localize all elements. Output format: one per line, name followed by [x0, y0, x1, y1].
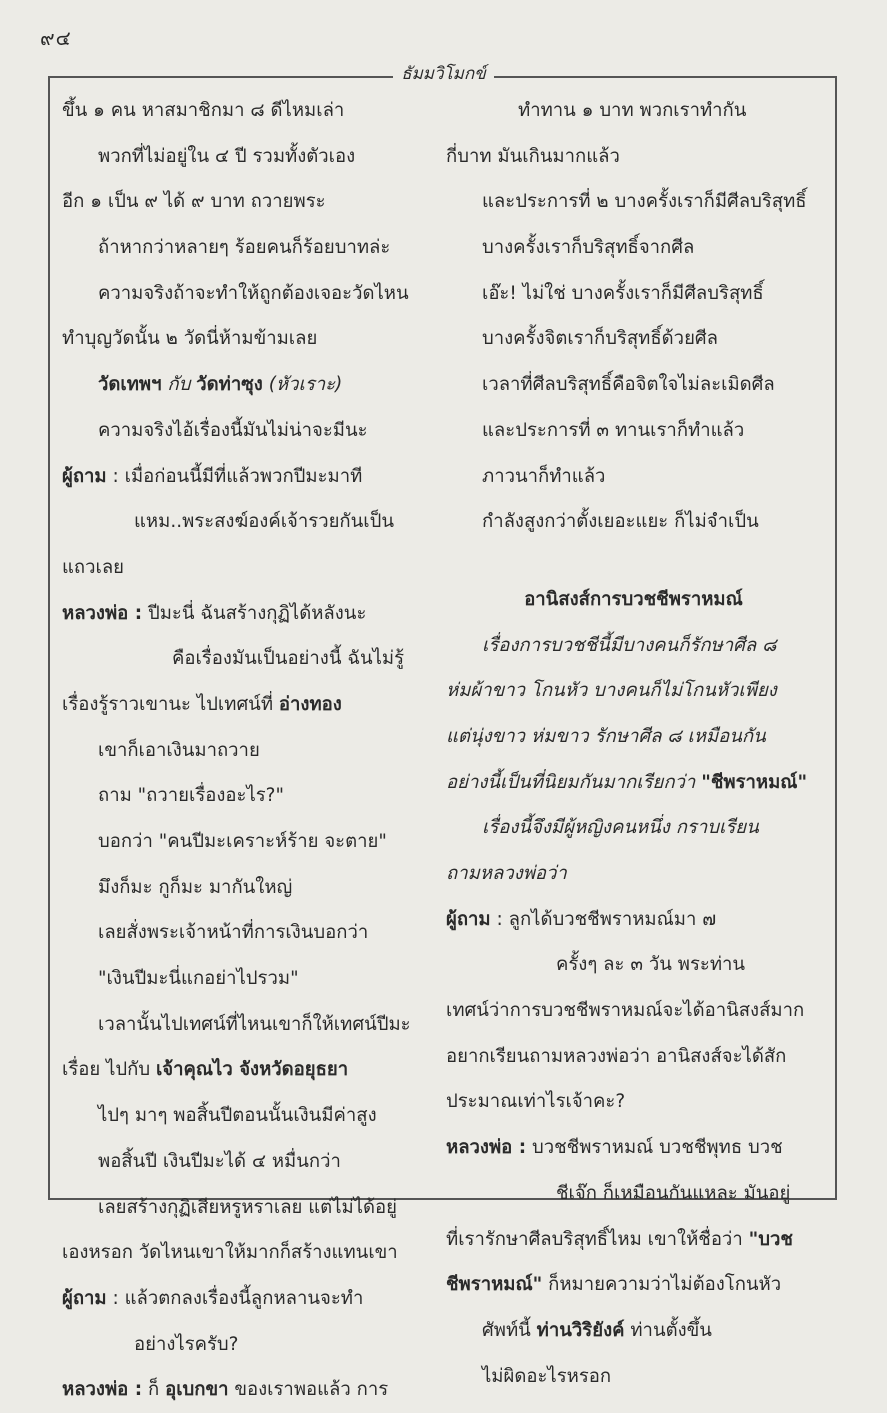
text-line — [446, 316, 821, 362]
text-segment: เวลานั้นไปเทศน์ที่ไหนเขาก็ให้เทศน์ปีมะ — [98, 1013, 411, 1035]
text-line — [62, 1139, 437, 1185]
text-segment: "เงินปีมะนี่แกอย่าไปรวม" — [98, 968, 299, 990]
text-line — [62, 728, 437, 774]
text-line — [446, 1034, 821, 1080]
text-segment: เอ๊ะ! ไม่ใช่ บางครั้งเราก็มีศีลบริสุทธิ์ — [482, 282, 764, 304]
text-line — [446, 179, 821, 225]
text-segment: ภาวนาก็ทำแล้ว — [482, 465, 606, 487]
text-line — [446, 1079, 821, 1125]
text-line — [446, 668, 821, 714]
text-segment: พวกที่ไม่อยู่ใน ๔ ปี รวมทั้งตัวเอง — [98, 145, 356, 167]
text-line — [446, 1308, 821, 1354]
text-segment: อ่างทอง — [278, 693, 342, 715]
text-line — [446, 408, 821, 454]
text-segment: ถามหลวงพ่อว่า — [446, 863, 567, 884]
text-segment: ของเราพอแล้ว การ — [228, 1379, 389, 1401]
text-line — [446, 1217, 821, 1263]
text-line — [62, 362, 437, 408]
text-line — [446, 623, 821, 669]
text-line — [446, 134, 821, 180]
text-segment: ผู้ถาม — [446, 908, 491, 930]
text-line — [446, 1125, 821, 1171]
text-line — [446, 271, 821, 317]
text-line — [62, 1185, 437, 1231]
text-line — [62, 865, 437, 911]
text-line — [62, 910, 437, 956]
text-line — [446, 362, 821, 408]
text-line — [62, 1276, 437, 1322]
text-line — [62, 682, 437, 728]
text-segment: อย่างไรครับ? — [134, 1333, 239, 1355]
text-segment: ท่านวิริยังค์ — [536, 1319, 625, 1341]
text-segment: เรื่องการบวชชีนี้มีบางคนก็รักษาศีล ๘ — [482, 634, 777, 656]
text-segment: วัดเทพฯ — [98, 374, 162, 396]
text-segment: วัดท่าซุง — [196, 374, 263, 396]
text-line — [62, 408, 437, 454]
text-line — [446, 942, 821, 988]
text-line — [62, 1367, 437, 1413]
text-line — [446, 454, 821, 500]
text-line — [446, 225, 821, 271]
text-line — [446, 851, 821, 897]
text-line — [446, 567, 821, 577]
text-line — [446, 760, 821, 806]
page-number: ๙๔ — [40, 26, 72, 50]
text-segment: "ชีพราหมณ์" — [701, 771, 808, 793]
text-segment: อุเบกขา — [165, 1379, 229, 1401]
text-segment: ชีเจ๊ก ก็เหมือนกันแหละ มันอยู่ — [556, 1182, 791, 1204]
text-segment: : ลูกได้บวชชีพราหมณ์มา ๗ — [490, 908, 717, 930]
text-segment: ความจริงไอ้เรื่องนี้มันไม่น่าจะมีนะ — [98, 419, 368, 441]
text-line — [62, 1002, 437, 1048]
text-segment: ประมาณเท่าไรเจ้าคะ? — [446, 1091, 626, 1113]
text-segment: เลยสั่งพระเจ้าหน้าที่การเงินบอกว่า — [98, 922, 369, 944]
text-segment: กับ — [161, 374, 197, 396]
text-line — [446, 988, 821, 1034]
text-segment: อย่างนี้เป็นที่นิยมกันมากเรียกว่า — [446, 771, 702, 793]
text-segment: เรื่องรู้ราวเขานะ ไปเทศน์ที่ — [62, 693, 279, 715]
text-segment: กี่บาท มันเกินมากแล้ว — [446, 145, 620, 167]
text-line — [62, 1047, 437, 1093]
text-segment: หลวงพ่อ : — [446, 1137, 527, 1159]
text-line — [62, 819, 437, 865]
text-line — [62, 1093, 437, 1139]
text-line — [62, 1230, 437, 1276]
text-segment: : แล้วตกลงเรื่องนี้ลูกหลานจะทำ — [106, 1287, 364, 1309]
text-line — [62, 179, 437, 225]
text-line — [446, 499, 821, 545]
text-segment: ท่านตั้งขึ้น — [624, 1319, 712, 1341]
text-segment: บางครั้งเราก็บริสุทธิ์จากศีล — [482, 237, 695, 259]
text-segment: อยากเรียนถามหลวงพ่อว่า อานิสงส์จะได้สัก — [446, 1045, 787, 1067]
text-segment: เองหรอก วัดไหนเขาให้มากก็สร้างแทนเขา — [62, 1242, 398, 1264]
text-line — [62, 499, 437, 545]
running-header-text: ธัมมวิโมกข์ — [393, 64, 494, 84]
text-segment: คือเรื่องมันเป็นอย่างนี้ ฉันไม่รู้ — [172, 648, 405, 670]
text-segment: อานิสงส์การบวชชีพราหมณ์ — [524, 588, 743, 610]
text-line — [446, 577, 821, 623]
text-segment: แหม..พระสงฆ์องค์เจ้ารวยกันเป็น — [134, 511, 394, 533]
text-line — [446, 805, 821, 851]
text-segment: ไปๆ มาๆ พอสิ้นปีตอนนั้นเงินมีค่าสูง — [98, 1105, 377, 1127]
text-segment: อีก ๑ เป็น ๙ ได้ ๙ บาท ถวายพระ — [62, 191, 326, 213]
text-segment: ความจริงถ้าจะทำให้ถูกต้องเจอะวัดไหน — [98, 282, 409, 304]
text-segment: : เมื่อก่อนนี้มีที่แล้วพวกปีมะมาที — [106, 465, 363, 487]
text-segment: กำลังสูงกว่าตั้งเยอะแยะ ก็ไม่จำเป็น — [482, 511, 759, 533]
text-line — [446, 714, 821, 760]
text-line — [62, 271, 437, 317]
text-line — [62, 454, 437, 500]
text-segment: ห่มผ้าขาว โกนหัว บางคนก็ไม่โกนหัวเพียง — [446, 680, 777, 702]
text-segment: ทำทาน ๑ บาท พวกเราทำกัน — [518, 100, 747, 121]
text-segment: ที่เรารักษาศีลบริสุทธิ์ไหม เขาให้ชื่อว่า — [446, 1228, 749, 1250]
text-line — [62, 956, 437, 1002]
text-line — [62, 545, 437, 591]
text-line — [446, 1171, 821, 1217]
text-line — [62, 134, 437, 180]
text-segment: ไม่ผิดอะไรหรอก — [482, 1365, 612, 1387]
text-segment: ทำบุญวัดนั้น ๒ วัดนี่ห้ามข้ามเลย — [62, 328, 318, 350]
text-segment: บอกว่า "คนปีมะเคราะห์ร้าย จะตาย" — [98, 831, 387, 852]
text-segment: แถวเลย — [62, 556, 125, 578]
text-line — [62, 316, 437, 362]
text-segment: ก็ — [142, 1379, 166, 1401]
text-line — [62, 88, 437, 134]
text-segment: ก็หมายความว่าไม่ต้องโกนหัว — [542, 1274, 782, 1296]
text-segment: พอสิ้นปี เงินปีมะได้ ๔ หมื่นกว่า — [98, 1150, 341, 1172]
text-segment: ศัพท์นี้ — [482, 1319, 537, 1341]
text-segment: ถาม "ถวายเรื่องอะไร?" — [98, 785, 285, 807]
text-segment: หลวงพ่อ : — [62, 1379, 143, 1401]
text-segment: เขาก็เอาเงินมาถวาย — [98, 739, 260, 761]
text-line — [62, 773, 437, 819]
text-segment: เทศน์ว่าการบวชชีพราหมณ์จะได้อานิสงส์มาก — [446, 1000, 805, 1022]
text-segment: ปีมะนี่ ฉันสร้างกุฏิได้หลังนะ — [142, 602, 367, 624]
text-line — [62, 225, 437, 271]
text-line — [446, 1354, 821, 1400]
text-segment: เวลาที่ศีลบริสุทธิ์คือจิตใจไม่ละเมิดศีล — [482, 374, 775, 396]
right-text-column — [446, 88, 821, 1399]
text-segment: บวชชีพราหมณ์ บวชชีพุทธ บวช — [526, 1137, 783, 1159]
text-segment: แต่นุ่งขาว ห่มขาว รักษาศีล ๘ เหมือนกัน — [446, 725, 766, 747]
running-header — [0, 60, 887, 87]
text-line — [446, 897, 821, 943]
text-line — [62, 591, 437, 637]
text-segment: มึงก็มะ กูก็มะ มากันใหญ่ — [98, 876, 293, 898]
text-segment: เรื่อย ไปกับ — [62, 1059, 156, 1081]
text-segment: ชีพราหมณ์" — [446, 1274, 543, 1296]
text-segment: ครั้งๆ ละ ๓ วัน พระท่าน — [556, 954, 746, 976]
text-segment: ผู้ถาม — [62, 465, 107, 487]
text-line — [446, 88, 821, 134]
left-text-column — [62, 88, 437, 1413]
text-segment: เรื่องนี้จึงมีผู้หญิงคนหนึ่ง กราบเรียน — [482, 817, 759, 839]
text-segment: "บวช — [748, 1228, 793, 1250]
text-segment: บางครั้งจิตเราก็บริสุทธิ์ด้วยศีล — [482, 328, 718, 350]
text-segment: และประการที่ ๒ บางครั้งเราก็มีศีลบริสุทธิ์ — [482, 191, 807, 213]
text-segment: (หัวเราะ) — [262, 374, 343, 396]
text-segment: ผู้ถาม — [62, 1287, 107, 1309]
text-segment: เลยสร้างกุฏิเสียหรูหราเลย แต่ไม่ได้อยู่ — [98, 1196, 397, 1218]
text-segment: เจ้าคุณไว จังหวัดอยุธยา — [155, 1059, 349, 1081]
text-line — [62, 1322, 437, 1368]
text-line — [62, 636, 437, 682]
text-line — [446, 1262, 821, 1308]
text-segment: และประการที่ ๓ ทานเราก็ทำแล้ว — [482, 419, 745, 441]
text-segment: ขึ้น ๑ คน หาสมาชิกมา ๘ ดีไหมเล่า — [62, 100, 345, 121]
text-segment: หลวงพ่อ : — [62, 602, 143, 624]
text-segment: ถ้าหากว่าหลายๆ ร้อยคนก็ร้อยบาทล่ะ — [98, 237, 391, 259]
